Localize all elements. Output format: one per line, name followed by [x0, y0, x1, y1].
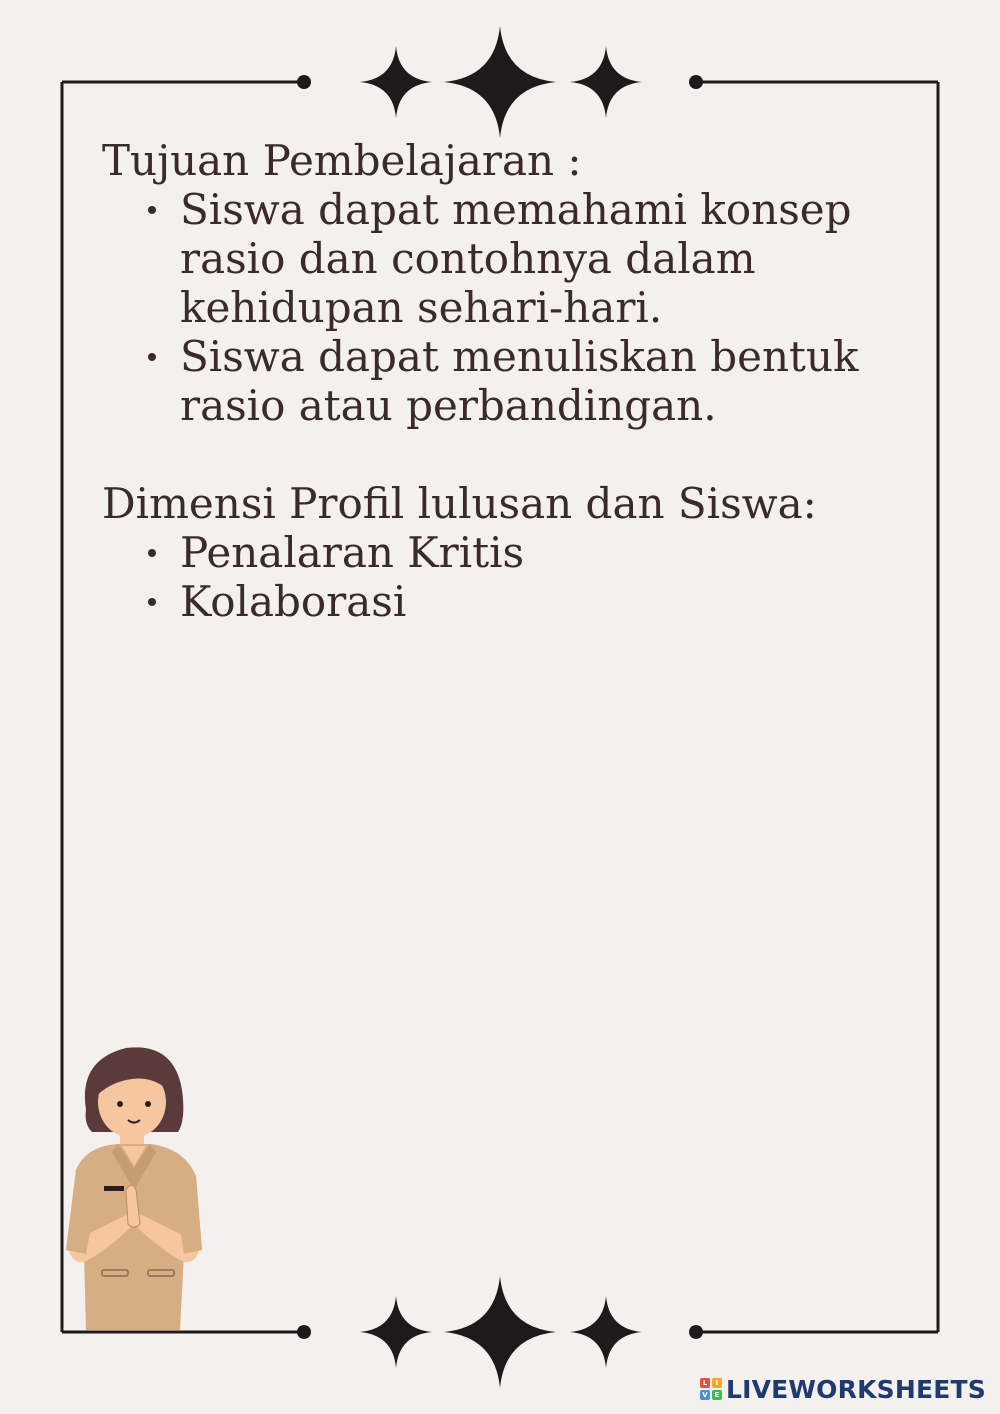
star-icon	[570, 1296, 642, 1368]
learning-objectives-heading: Tujuan Pembelajaran :	[102, 136, 582, 185]
frame-dot	[297, 75, 311, 89]
liveworksheets-logo	[700, 1372, 986, 1406]
logo-letter: I	[712, 1378, 722, 1388]
list-item-line: rasio atau perbandingan.	[180, 381, 717, 430]
bullet-icon	[148, 549, 156, 557]
main-content	[102, 136, 882, 626]
list-item-line: Kolaborasi	[180, 577, 407, 626]
learning-objectives-list	[102, 185, 882, 430]
star-icon	[570, 46, 642, 118]
star-icon	[444, 1276, 556, 1388]
logo-letter: E	[712, 1390, 722, 1400]
list-item-line: kehidupan sehari-hari.	[180, 283, 663, 332]
star-icon	[444, 26, 556, 138]
logo-grid-icon	[700, 1378, 722, 1400]
bullet-icon	[148, 206, 156, 214]
teacher-illustration	[56, 1040, 216, 1340]
bullet-icon	[148, 353, 156, 361]
list-item-line: rasio dan contohnya dalam	[180, 234, 756, 283]
logo-letter: L	[700, 1378, 710, 1388]
list-item	[102, 528, 882, 577]
star-icon	[360, 46, 432, 118]
logo-text: LIVEWORKSHEETS	[725, 1374, 986, 1404]
profile-dimension-list	[102, 528, 882, 626]
list-item-line: Siswa dapat menuliskan bentuk	[180, 332, 859, 381]
spacer	[102, 430, 882, 479]
list-item	[102, 332, 882, 430]
star-icon	[360, 1296, 432, 1368]
bullet-icon	[148, 598, 156, 606]
frame-dot	[689, 75, 703, 89]
list-item	[102, 185, 882, 332]
profile-dimension-heading: Dimensi Profil lulusan dan Siswa:	[102, 479, 817, 528]
list-item-line: Siswa dapat memahami konsep	[180, 185, 852, 234]
list-item	[102, 577, 882, 626]
frame-dot	[689, 1325, 703, 1339]
frame-dot	[297, 1325, 311, 1339]
list-item-line: Penalaran Kritis	[180, 528, 525, 577]
logo-letter: V	[700, 1390, 710, 1400]
